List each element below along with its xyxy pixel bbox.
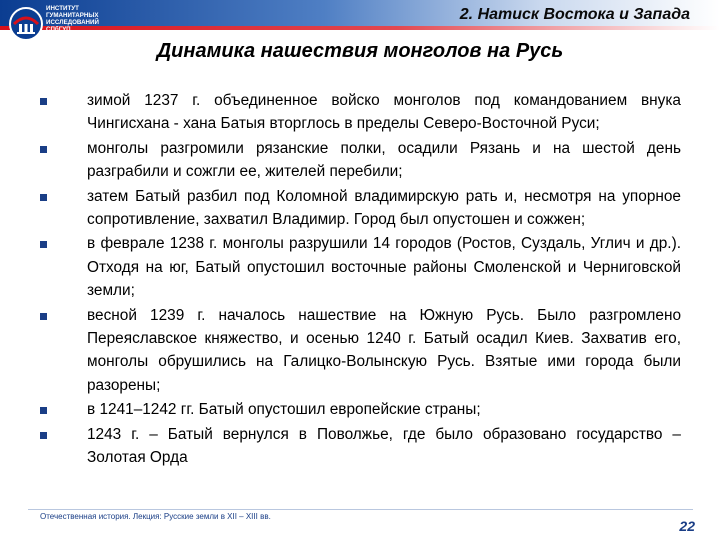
- footer-divider: [28, 509, 693, 510]
- slide-title: Динамика нашествия монголов на Русь: [156, 40, 564, 62]
- logo-caption: ИНСТИТУТ ГУМАНИТАРНЫХ ИССЛЕДОВАНИЙ СПбГУП: [46, 5, 99, 33]
- list-item-text: в феврале 1238 г. монголы разрушили 14 городов (Ростов, Суздаль, Углич и др.). Отходя на юг, Батый опустошил восточные районы Смоленской и Черниговской земли;: [87, 235, 681, 300]
- institute-emblem-icon: [6, 2, 46, 42]
- list-item: [40, 185, 681, 232]
- bullet-icon: [40, 98, 47, 105]
- bullet-icon: [40, 146, 47, 153]
- bullet-icon: [40, 194, 47, 201]
- list-item-text: зимой 1237 г. объединенное войско монголов под командованием внука Чингисхана - хана Батыя вторглось в пределы Северо-Восточной Руси;: [87, 92, 681, 133]
- list-item-text: весной 1239 г. началось нашествие на Южную Русь. Было разгромлено Переяславское княжество, и осенью 1240 г. Батый осадил Киев. Захватив его, монголы обрушились на Галицко-Волынскую Русь. Взятые ими города были разорены;: [87, 306, 681, 394]
- list-item-text: затем Батый разбил под Коломной владимирскую рать и, несмотря на упорное сопротивление, захватил Владимир. Город был опустошен и сожжен;: [87, 187, 681, 229]
- list-item: [40, 137, 681, 184]
- list-item: [40, 304, 681, 398]
- list-item: [40, 89, 681, 136]
- header-red-stripe: [0, 26, 720, 30]
- bullet-icon: [40, 241, 47, 248]
- list-item-text: в 1241–1242 гг. Батый опустошил европейские страны;: [87, 401, 481, 419]
- bullet-icon: [40, 432, 47, 439]
- page-number: 22: [679, 518, 695, 534]
- footer-course: Отечественная история. Лекция: Русские земли в XII – XIII вв.: [40, 512, 271, 521]
- section-title: 2. Натиск Востока и Запада: [459, 6, 690, 23]
- list-item-text: монголы разгромили рязанские полки, осадили Рязань и на шестой день разграбили и сожгли ее, жителей перебили;: [87, 139, 681, 181]
- list-item-text: 1243 г. – Батый вернулся в Поволжье, где было образовано государство – Золотая Орда: [87, 425, 681, 467]
- bullet-icon: [40, 313, 47, 320]
- list-item: [40, 423, 681, 470]
- list-item: [40, 232, 681, 302]
- list-item: [40, 398, 681, 421]
- event-list: [40, 89, 681, 471]
- bullet-icon: [40, 407, 47, 414]
